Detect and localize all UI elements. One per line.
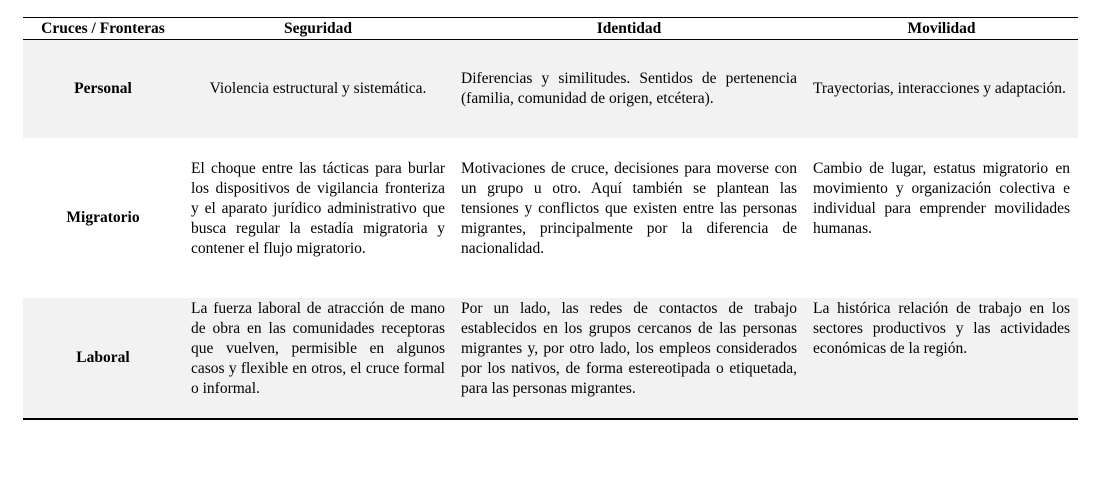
- header-seguridad: Seguridad: [283, 20, 353, 37]
- row-label-migratorio: Migratorio: [66, 209, 140, 226]
- row-label-personal: Personal: [74, 80, 132, 97]
- table-header: [23, 18, 1078, 40]
- cell-migratorio-identidad: Motivaciones de cruce, decisiones para moverse con un grupo u otro. Aquí también se plantean las tensiones y conflictos que existen entre las personas migrantes, principalmente por la diferencia de nacionalidad.: [461, 160, 797, 257]
- cell-migratorio-seguridad: El choque entre las tácticas para burlar los dispositivos de vigilancia fronteriza y el aparato jurídico administrativo que busca regular la estadía migratoria y contener el flujo migratorio.: [191, 160, 445, 257]
- table-row-laboral: [23, 298, 1078, 418]
- cell-personal-identidad: Diferencias y similitudes. Sentidos de pertenencia (familia, comunidad de origen, etcétera).: [461, 70, 797, 107]
- header-identidad: Identidad: [596, 20, 662, 37]
- header-cruces-fronteras: Cruces / Fronteras: [41, 20, 165, 37]
- cell-personal-seguridad: Violencia estructural y sistemática.: [209, 80, 427, 97]
- cell-laboral-seguridad: La fuerza laboral de atracción de mano de obra en las comunidades receptoras que vuelven, permisible en algunos casos y flexible en otros, el cruce formal o informal.: [191, 300, 445, 397]
- comparison-table: [23, 17, 1078, 420]
- cell-migratorio-movilidad: Cambio de lugar, estatus migratorio en movimiento y organización colectiva e individual para emprender movilidades humanas.: [813, 160, 1070, 237]
- cell-laboral-identidad: Por un lado, las redes de contactos de trabajo establecidos en los grupos cercanos de las personas migrantes y, por otro lado, los empleos considerados por los nativos, de forma estereotipada o etiquetada, para las personas migrantes.: [461, 300, 797, 397]
- table-row-migratorio: [23, 138, 1078, 298]
- cell-personal-movilidad: Trayectorias, interacciones y adaptación.: [813, 80, 1066, 97]
- header-movilidad: Movilidad: [907, 20, 976, 37]
- row-label-laboral: Laboral: [76, 349, 130, 366]
- cell-laboral-movilidad: La histórica relación de trabajo en los sectores productivos y las actividades económicas de la región.: [813, 300, 1070, 357]
- table-row-personal: [23, 40, 1078, 138]
